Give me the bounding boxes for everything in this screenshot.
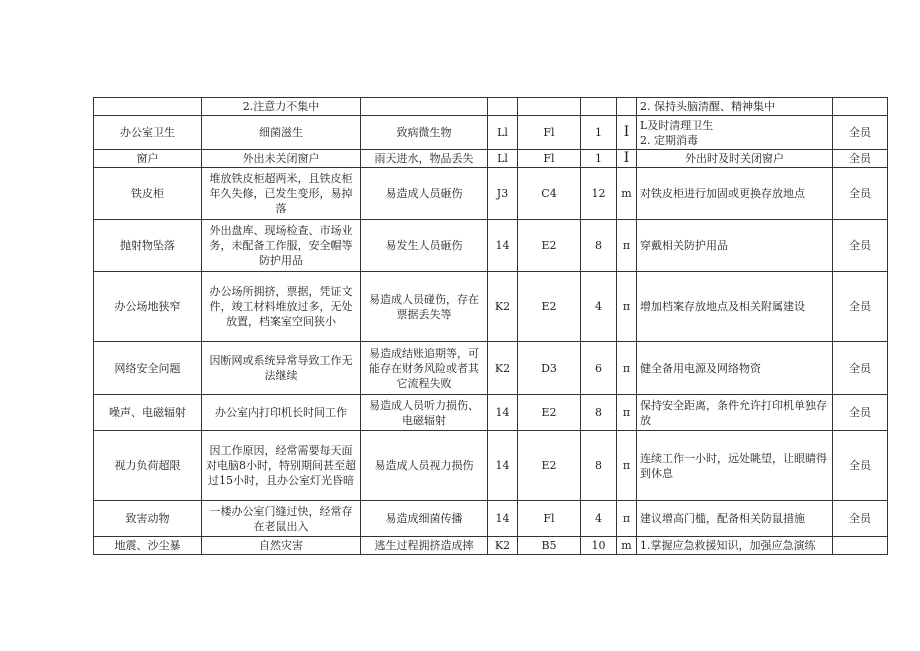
measure-cell: [637, 501, 833, 537]
scope-cell: 全员: [833, 501, 888, 537]
table-row: [94, 98, 888, 116]
l-cell: 14: [488, 501, 518, 537]
measure-line: 2. 定期消毒: [640, 133, 698, 147]
e-cell: Fl: [518, 501, 581, 537]
hazard-cell: 网络安全问题: [94, 342, 202, 395]
table-row: [94, 537, 888, 555]
measure-cell: [637, 150, 833, 168]
hazard-cell: 地震、沙尘暴: [94, 537, 202, 555]
cause-cell: 一楼办公室门缝过快，经常存在老鼠出入: [202, 501, 361, 537]
consequence-cell: 雨天进水，物品丢失: [361, 150, 488, 168]
cause-cell: 因工作原因，经常需要每天面对电脑8小时，特别期间甚至超过15小时，且办公室灯光昏暗: [202, 431, 361, 501]
scope-cell: [833, 537, 888, 555]
c-cell: 8: [581, 395, 617, 431]
cause-cell: 自然灾害: [202, 537, 361, 555]
measure-line: 2. 保持头脑清醒、精神集中: [640, 100, 775, 113]
l-cell: K2: [488, 537, 518, 555]
measure-cell: [637, 342, 833, 395]
table-row: [94, 168, 888, 220]
d-cell: π: [617, 395, 637, 431]
e-cell: Fl: [518, 116, 581, 150]
l-cell: [488, 98, 518, 116]
measure-cell: [637, 220, 833, 272]
table-row: [94, 220, 888, 272]
scope-cell: [833, 98, 888, 116]
measure-cell: [637, 116, 833, 150]
e-cell: D3: [518, 342, 581, 395]
d-cell: π: [617, 431, 637, 501]
consequence-cell: 易造成结账追期等，可能存在财务风险或者其它流程失败: [361, 342, 488, 395]
measure-line: 健全备用电源及网络物资: [640, 361, 761, 375]
cause-cell: 2.注意力不集中: [202, 98, 361, 116]
c-cell: 1: [581, 116, 617, 150]
hazard-cell: 视力负荷超限: [94, 431, 202, 501]
hazard-cell: 噪声、电磁辐射: [94, 395, 202, 431]
d-cell: m: [617, 537, 637, 555]
d-cell: I: [617, 150, 637, 168]
consequence-cell: 易造成人员砸伤: [361, 168, 488, 220]
hazard-cell: [94, 98, 202, 116]
l-cell: Ll: [488, 150, 518, 168]
table-row: [94, 272, 888, 342]
l-cell: 14: [488, 220, 518, 272]
scope-cell: 全员: [833, 220, 888, 272]
consequence-cell: 易造成人员视力损伤: [361, 431, 488, 501]
consequence-cell: 易造成细菌传播: [361, 501, 488, 537]
c-cell: 8: [581, 220, 617, 272]
hazard-cell: 办公室卫生: [94, 116, 202, 150]
cause-cell: 外出未关闭窗户: [202, 150, 361, 168]
c-cell: [581, 98, 617, 116]
table-row: [94, 431, 888, 501]
hazard-cell: 铁皮柜: [94, 168, 202, 220]
measure-cell: [637, 395, 833, 431]
measure-line: 穿戴相关防护用品: [640, 239, 728, 252]
scope-cell: 全员: [833, 116, 888, 150]
hazard-cell: 致害动物: [94, 501, 202, 537]
hazard-cell: 办公场地狭窄: [94, 272, 202, 342]
measure-cell: [637, 537, 833, 555]
consequence-cell: 易造成人员碰伤，存在票据丢失等: [361, 272, 488, 342]
cause-cell: 因断网或系统异常导致工作无法继续: [202, 342, 361, 395]
table-body: [94, 98, 888, 555]
c-cell: 4: [581, 272, 617, 342]
c-cell: 10: [581, 537, 617, 555]
d-cell: π: [617, 342, 637, 395]
measure-line: 保持安全距离，条件允许打印机单独存放: [640, 398, 827, 427]
table-row: [94, 116, 888, 150]
scope-cell: 全员: [833, 395, 888, 431]
scope-cell: 全员: [833, 150, 888, 168]
table-row: [94, 501, 888, 537]
table-row: [94, 342, 888, 395]
e-cell: B5: [518, 537, 581, 555]
e-cell: E2: [518, 431, 581, 501]
e-cell: C4: [518, 168, 581, 220]
measure-line: 1.掌握应急救援知识，加强应急演练: [640, 539, 816, 552]
d-cell: π: [617, 501, 637, 537]
l-cell: K2: [488, 342, 518, 395]
d-cell: [617, 98, 637, 116]
consequence-cell: 致病微生物: [361, 116, 488, 150]
e-cell: E2: [518, 272, 581, 342]
measure-cell: [637, 272, 833, 342]
measure-cell: [637, 431, 833, 501]
risk-assessment-table: [93, 97, 888, 555]
consequence-cell: 易发生人员砸伤: [361, 220, 488, 272]
table-row: [94, 395, 888, 431]
c-cell: 12: [581, 168, 617, 220]
scope-cell: 全员: [833, 431, 888, 501]
cause-cell: 办公场所拥挤，票据，凭证文件，竣工材料堆放过多，无处放置，档案室空间狭小: [202, 272, 361, 342]
measure-line: 对铁皮柜进行加固或更换存放地点: [640, 187, 805, 200]
cause-cell: 办公室内打印机长时间工作: [202, 395, 361, 431]
hazard-cell: 抛射物坠落: [94, 220, 202, 272]
cause-cell: 堆放铁皮柜超两米，且铁皮柜年久失修，已发生变形，易掉落: [202, 168, 361, 220]
l-cell: 14: [488, 395, 518, 431]
e-cell: E2: [518, 220, 581, 272]
measure-line: L及时清理卫生: [640, 118, 714, 132]
c-cell: 8: [581, 431, 617, 501]
d-cell: m: [617, 168, 637, 220]
c-cell: 4: [581, 501, 617, 537]
table-row: [94, 150, 888, 168]
cause-cell: 外出盘库、现场检查、市场业务，未配备工作服，安全帽等防护用品: [202, 220, 361, 272]
cause-cell: 细菌滋生: [202, 116, 361, 150]
d-cell: π: [617, 272, 637, 342]
measure-line: 增加档案存放地点及相关附属建设: [640, 300, 805, 313]
c-cell: 1: [581, 150, 617, 168]
scope-cell: 全员: [833, 168, 888, 220]
e-cell: Fl: [518, 150, 581, 168]
scope-cell: 全员: [833, 342, 888, 395]
hazard-cell: 窗户: [94, 150, 202, 168]
scope-cell: 全员: [833, 272, 888, 342]
d-cell: π: [617, 220, 637, 272]
measure-cell: [637, 98, 833, 116]
l-cell: K2: [488, 272, 518, 342]
measure-line: 建议增高门槛，配备相关防鼠措施: [640, 512, 805, 525]
l-cell: Ll: [488, 116, 518, 150]
consequence-cell: 逃生过程拥挤造成摔: [361, 537, 488, 555]
measure-cell: [637, 168, 833, 220]
l-cell: J3: [488, 168, 518, 220]
consequence-cell: 易造成人员听力损伤、电磁辐射: [361, 395, 488, 431]
c-cell: 6: [581, 342, 617, 395]
measure-line: 外出时及时关闭窗户: [685, 152, 784, 165]
consequence-cell: [361, 98, 488, 116]
e-cell: [518, 98, 581, 116]
d-cell: I: [617, 116, 637, 150]
e-cell: E2: [518, 395, 581, 431]
l-cell: 14: [488, 431, 518, 501]
measure-line: 连续工作一小时，远处眺望，让眼睛得到休息: [640, 451, 827, 480]
